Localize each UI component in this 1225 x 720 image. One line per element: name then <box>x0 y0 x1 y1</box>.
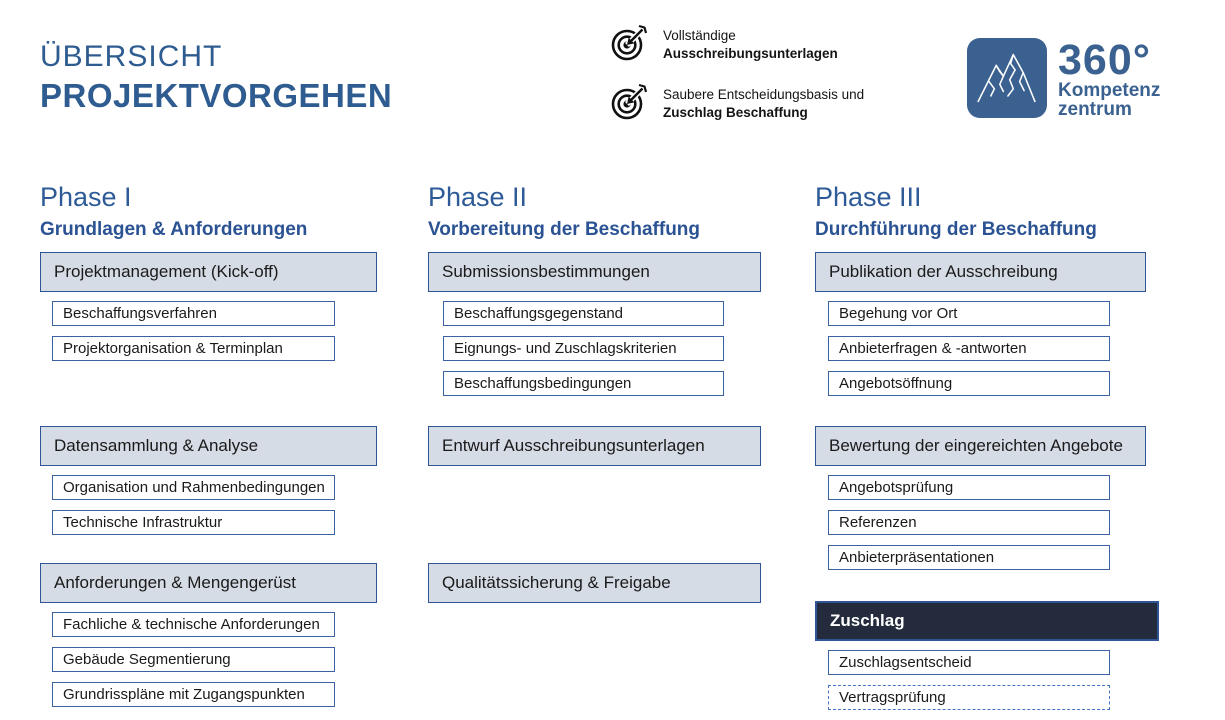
goal-text-line2: Ausschreibungsunterlagen <box>663 46 838 61</box>
process-item-box: Anbieterpräsentationen <box>828 545 1110 570</box>
process-item-box: Eignungs- und Zuschlagskriterien <box>443 336 724 361</box>
process-item-box: Begehung vor Ort <box>828 301 1110 326</box>
phase-column-3 <box>815 0 1175 720</box>
page-title-line2: PROJEKTVORGEHEN <box>40 77 393 114</box>
group-header-box: Entwurf Ausschreibungsunterlagen <box>428 426 761 466</box>
phase-name: Phase II <box>428 182 528 212</box>
goal-text-line1: Saubere Entscheidungsbasis und <box>663 87 865 102</box>
group-header-box: Submissionsbestimmungen <box>428 252 761 292</box>
group-header-box: Zuschlag <box>815 601 1159 641</box>
phase-heading <box>40 182 307 241</box>
group-header-box: Publikation der Ausschreibung <box>815 252 1146 292</box>
process-item-box: Projektorganisation & Terminplan <box>52 336 335 361</box>
phase-heading <box>815 182 1097 241</box>
goal-text-line1: Vollständige <box>663 28 736 43</box>
phase-column-2 <box>428 0 788 720</box>
group-header-box: Projektmanagement (Kick-off) <box>40 252 377 292</box>
page-title-line1: ÜBERSICHT <box>40 40 223 73</box>
process-item-box: Angebotsöffnung <box>828 371 1110 396</box>
process-item-box: Zuschlagsentscheid <box>828 650 1110 675</box>
process-item-box: Referenzen <box>828 510 1110 535</box>
process-item-box: Vertragsprüfung <box>828 685 1110 710</box>
process-item-box: Beschaffungsgegenstand <box>443 301 724 326</box>
group-header-box: Datensammlung & Analyse <box>40 426 377 466</box>
phase-subtitle: Grundlagen & Anforderungen <box>40 219 308 240</box>
phase-subtitle: Durchführung der Beschaffung <box>815 219 1097 240</box>
process-item-box: Organisation und Rahmenbedingungen <box>52 475 335 500</box>
process-item-box: Gebäude Segmentierung <box>52 647 335 672</box>
process-item-box: Fachliche & technische Anforderungen <box>52 612 335 637</box>
group-header-box: Anforderungen & Mengengerüst <box>40 563 377 603</box>
process-item-box: Grundrisspläne mit Zugangspunkten <box>52 682 335 707</box>
phase-heading <box>428 182 700 241</box>
process-item-box: Beschaffungsbedingungen <box>443 371 724 396</box>
process-item-box: Angebotsprüfung <box>828 475 1110 500</box>
logo-name-line2: zentrum <box>1058 99 1132 120</box>
group-header-box: Bewertung der eingereichten Angebote <box>815 426 1146 466</box>
logo-name-line1: Kompetenz <box>1058 80 1161 101</box>
phase-subtitle: Vorbereitung der Beschaffung <box>428 219 701 240</box>
goal-text-line2: Zuschlag Beschaffung <box>663 105 808 120</box>
process-item-box: Beschaffungsverfahren <box>52 301 335 326</box>
process-item-box: Anbieterfragen & -antworten <box>828 336 1110 361</box>
group-header-box: Qualitätssicherung & Freigabe <box>428 563 761 603</box>
logo-360: 360° <box>1058 36 1151 84</box>
phase-name: Phase III <box>815 182 922 212</box>
phase-column-1 <box>40 0 400 720</box>
process-item-box: Technische Infrastruktur <box>52 510 335 535</box>
phase-name: Phase I <box>40 182 132 212</box>
